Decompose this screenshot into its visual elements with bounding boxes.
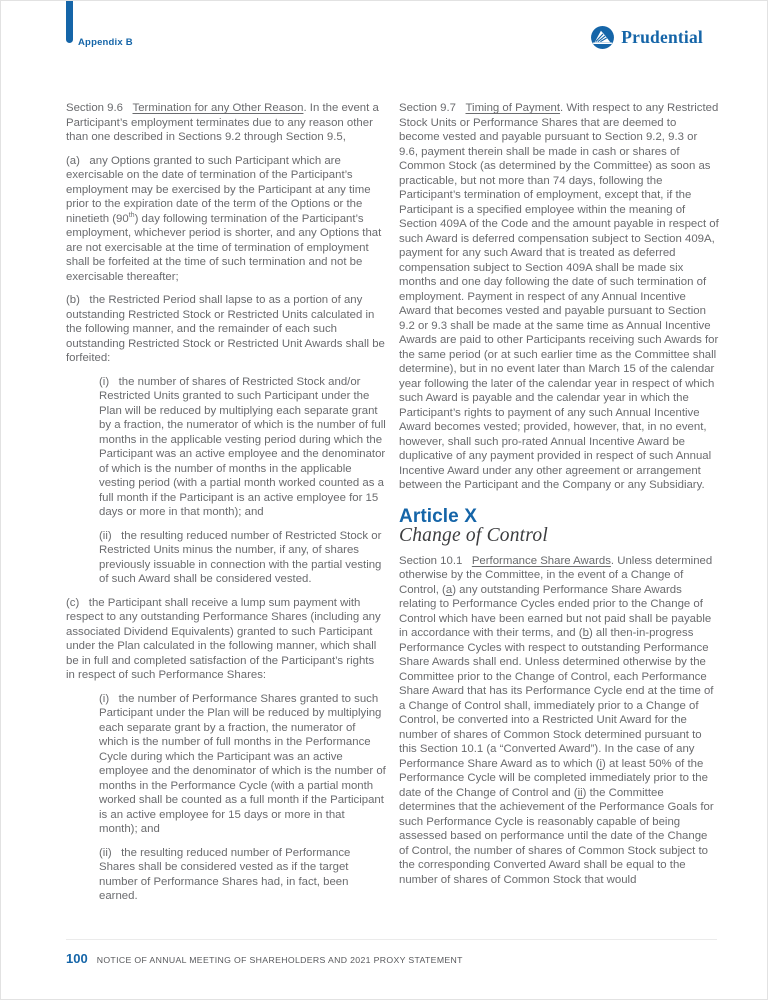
text-run: ii — [577, 786, 583, 799]
paragraph — [66, 293, 386, 366]
text-run: Section 10.1 — [399, 554, 472, 567]
paragraph — [66, 375, 386, 520]
text-run: (b) the Restricted Period shall lapse to as a portion of any outstanding Restricted Stock or Restricted Units calculated in the following manner, and the remainder of each such outstanding Restricted Stock or Restricted Unit Awards shall be forfeited: — [66, 294, 385, 364]
text-run: (i) the number of Performance Shares granted to such Participant under the Plan will be reduced by multiplying each separate grant by a fraction, the numerator of which is the number of full months in the Performance Cycle during which the Participant was an active employee and the denominator of which is the number of months in the Performance Cycle (with a partial month worked shall be counted as a full month if the Participant is an active employee for 15 days or more in that month); and — [99, 692, 386, 835]
text-run: i — [599, 757, 603, 770]
text-run: a — [445, 583, 453, 596]
text-run: . Unless determined otherwise by the Committee, in the event of a Change of Control, ( — [399, 554, 713, 596]
text-run: Section 9.6 — [66, 102, 133, 114]
text-run: Timing of Payment — [465, 102, 561, 114]
appendix-tab-bar — [66, 1, 73, 43]
italic-heading — [399, 525, 719, 546]
left-column — [66, 101, 386, 913]
text-run: (ii) the resulting reduced number of Restricted Stock or Restricted Units minus the number, if any, of shares previously issuable in connection with the partial vesting of such Award shall be considered vested. — [99, 529, 382, 585]
paragraph — [66, 529, 386, 587]
text-run: (ii) the resulting reduced number of Performance Shares shall be considered vested as if the target number of Performance Shares had, in fact, been earned. — [99, 846, 351, 902]
paragraph — [66, 596, 386, 683]
paragraph — [399, 101, 719, 493]
content-columns — [66, 101, 719, 913]
text-run: Section 9.7 — [399, 102, 466, 114]
paragraph — [66, 692, 386, 837]
text-run: . With respect to any Restricted Stock Units or Performance Shares that are deemed to become vested and payable pursuant to Section 9.2, 9.3 or 9.6, payment therein shall be made in cash or shares of Common Stock (as determined by the Committee) as soon as practicable, but not more than 74 days, following the Participant’s termination of employment, except that, if the Participant is a specified employee within the meaning of Section 409A of the Code and the amount payable in respect of such Award is deferred compensation subject to Section 409A, payment for any such Award that is treated as deferred compensation subject to Section 409A shall be made six months and one day following the date of such termination of employment. Payment in respect of any Annual Incentive Award that becomes vested and payable pursuant to Section 9.2 or 9.3 shall be made at the same time as Annual Incentive Awards are paid to other Participants receiving such Awards for the same period (or at such earlier time as the Committee shall determine), but in no event later than March 15 of the calendar year following the later of the calendar year in respect of which such Award is payable and the calendar year in which the Participant’s rights to payment of any such Annual Incentive Award becomes vested; provided, however, that, in no event, however, shall such pro-rated Annual Incentive Award be duplicative of any payment provided in respect of such Annual Incentive Award under any other agreement or arrangement between the Participant and the Company or any Subsidiary. — [399, 102, 719, 491]
footer-label: NOTICE OF ANNUAL MEETING OF SHAREHOLDERS AND 2021 PROXY STATEMENT — [96, 955, 463, 965]
prudential-logo-text: Prudential — [621, 27, 703, 47]
article-heading — [399, 505, 719, 527]
text-run: Article X — [399, 505, 477, 527]
text-run: Termination for any Other Reason — [132, 102, 304, 114]
page-footer — [66, 951, 463, 966]
paragraph — [66, 846, 386, 904]
paragraph — [66, 101, 386, 145]
footer-rule — [66, 939, 717, 940]
text-run: ) all then-in-progress Performance Cycles with respect to outstanding Performance Share Awards shall end. Unless determined otherwise by the Committee prior to the Change of Control, each Performance Share Award that has its Performance Cycle end at the time of a Change of Control shall, immediately prior to a Change of Control, be converted into a Restricted Unit Award for the number of shares of Common Stock determined pursuant to this Section 10.1 (a “Converted Award”). In the case of any Performance Share Award as to which ( — [399, 627, 714, 770]
text-run: b — [582, 627, 589, 639]
text-run: . In the event a Participant’s employment terminates due to any reason other than one described in Sections 9.2 through Section 9.5, — [66, 102, 379, 143]
paragraph — [399, 554, 719, 888]
text-run: (i) the number of shares of Restricted Stock and/or Restricted Units granted to such Participant under the Plan will be reduced by multiplying each separate grant by a fraction, the numerator of which is the number of full months in the applicable vesting period during which the Participant was an active employee and the denominator of which is the number of months in the applicable vesting period (with a partial month worked counted as a full month if the Participant is an active employee for 15 days or more in that month); and — [99, 375, 386, 518]
page-number: 100 — [66, 951, 88, 966]
paragraph — [66, 154, 386, 285]
prudential-rock-icon — [590, 25, 615, 50]
appendix-label: Appendix B — [78, 37, 133, 48]
text-run: (a) any Options granted to such Participant which are exercisable on the date of termination of the Participant’s employment may be exercised by the Participant at any time prior to the expiration date of the term of the Options or the ninetieth (90 — [66, 154, 371, 225]
text-run: th — [128, 211, 135, 219]
text-run: (c) the Participant shall receive a lump sum payment with respect to any outstanding Performance Shares (including any associated Dividend Equivalents) granted to such Participant under the Plan calculated in the following manner, which shall be in full and completed satisfaction of the Participant’s rights in respect of such Performance Shares: — [66, 596, 381, 681]
text-run: Change of Control — [399, 525, 548, 546]
prudential-logo — [590, 25, 703, 50]
text-run: ) day following termination of the Participant’s employment, whichever period is shorter, and any Options that are not exercisable at the time of termination of employment shall be forfeited at the time of such termination and not be exercisable thereafter; — [66, 212, 382, 283]
text-run: ) any outstanding Performance Share Awards relating to Performance Cycles ended prior to the Change of Control which have been earned but not paid shall be payable in accordance with their terms, and ( — [399, 583, 712, 639]
text-run: ) the Committee determines that the achievement of the Performance Goals for such Performance Cycle is reasonably capable of being assessed based on performance until the date of the Change of Control, the number of shares of Common Stock subject to the corresponding Converted Award shall be equal to the number of shares of Common Stock that would — [399, 786, 714, 886]
text-run: ) at least 50% of the Performance Cycle will be completed immediately prior to the date of the Change of Control and ( — [399, 757, 708, 799]
right-column — [399, 101, 719, 913]
text-run: Performance Share Awards — [471, 554, 611, 567]
